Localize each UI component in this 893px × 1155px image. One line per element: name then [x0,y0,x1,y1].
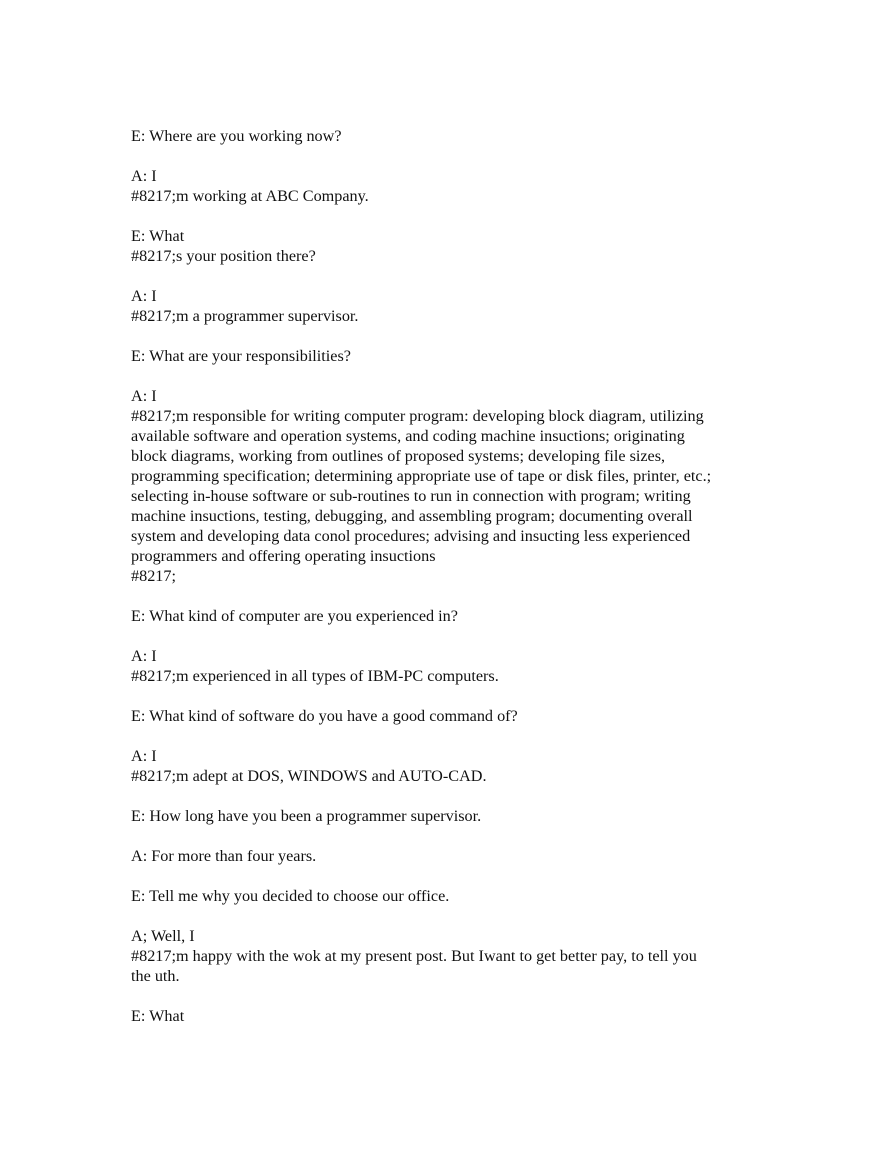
text-line: the uth. [131,967,180,985]
text-line: #8217;m working at ABC Company. [131,187,369,205]
text-line: E: What kind of software do you have a good command of? [131,707,518,725]
text-line: E: How long have you been a programmer supervisor. [131,807,482,825]
text-line: system and developing data conol procedures; advising and insucting less experienced [131,527,691,545]
text-line: A: I [131,167,157,185]
transcript-paragraph [131,346,771,366]
text-line: #8217;m a programmer supervisor. [131,307,359,325]
text-line: A: I [131,747,157,765]
text-line: selecting in-house software or sub-routines to run in connection with program; writing [131,487,691,505]
text-line: machine insuctions, testing, debugging, and assembling program; documenting overall [131,507,693,525]
transcript-paragraph [131,846,771,866]
transcript-paragraph [131,226,771,266]
text-line: E: Where are you working now? [131,127,342,145]
text-line: E: What [131,1007,185,1025]
text-line: E: What kind of computer are you experienced in? [131,607,458,625]
interview-transcript [131,126,771,1046]
transcript-paragraph [131,746,771,786]
text-line: block diagrams, working from outlines of proposed systems; developing file sizes, [131,447,666,465]
text-line: programmers and offering operating insuctions [131,547,436,565]
transcript-paragraph [131,126,771,146]
text-line: #8217;m responsible for writing computer program: developing block diagram, utilizing [131,407,704,425]
text-line: #8217;s your position there? [131,247,316,265]
transcript-paragraph [131,706,771,726]
transcript-paragraph [131,286,771,326]
text-line: available software and operation systems, and coding machine insuctions; originating [131,427,685,445]
transcript-paragraph [131,166,771,206]
text-line: A: I [131,647,157,665]
transcript-paragraph [131,646,771,686]
text-line: #8217;m happy with the wok at my present post. But Iwant to get better pay, to tell you [131,947,697,965]
transcript-paragraph [131,606,771,626]
text-line: E: What [131,227,185,245]
transcript-paragraph [131,806,771,826]
text-line: #8217;m adept at DOS, WINDOWS and AUTO-CAD. [131,767,487,785]
transcript-paragraph [131,926,771,986]
text-line: A: For more than four years. [131,847,317,865]
transcript-paragraph [131,886,771,906]
text-line: programming specification; determining appropriate use of tape or disk files, printer, etc.; [131,467,712,485]
text-line: E: Tell me why you decided to choose our office. [131,887,450,905]
text-line: #8217;m experienced in all types of IBM-PC computers. [131,667,499,685]
text-line: #8217; [131,567,176,585]
text-line: A; Well, I [131,927,195,945]
transcript-paragraph [131,1006,771,1026]
text-line: A: I [131,387,157,405]
transcript-paragraph [131,386,771,586]
text-line: E: What are your responsibilities? [131,347,351,365]
text-line: A: I [131,287,157,305]
